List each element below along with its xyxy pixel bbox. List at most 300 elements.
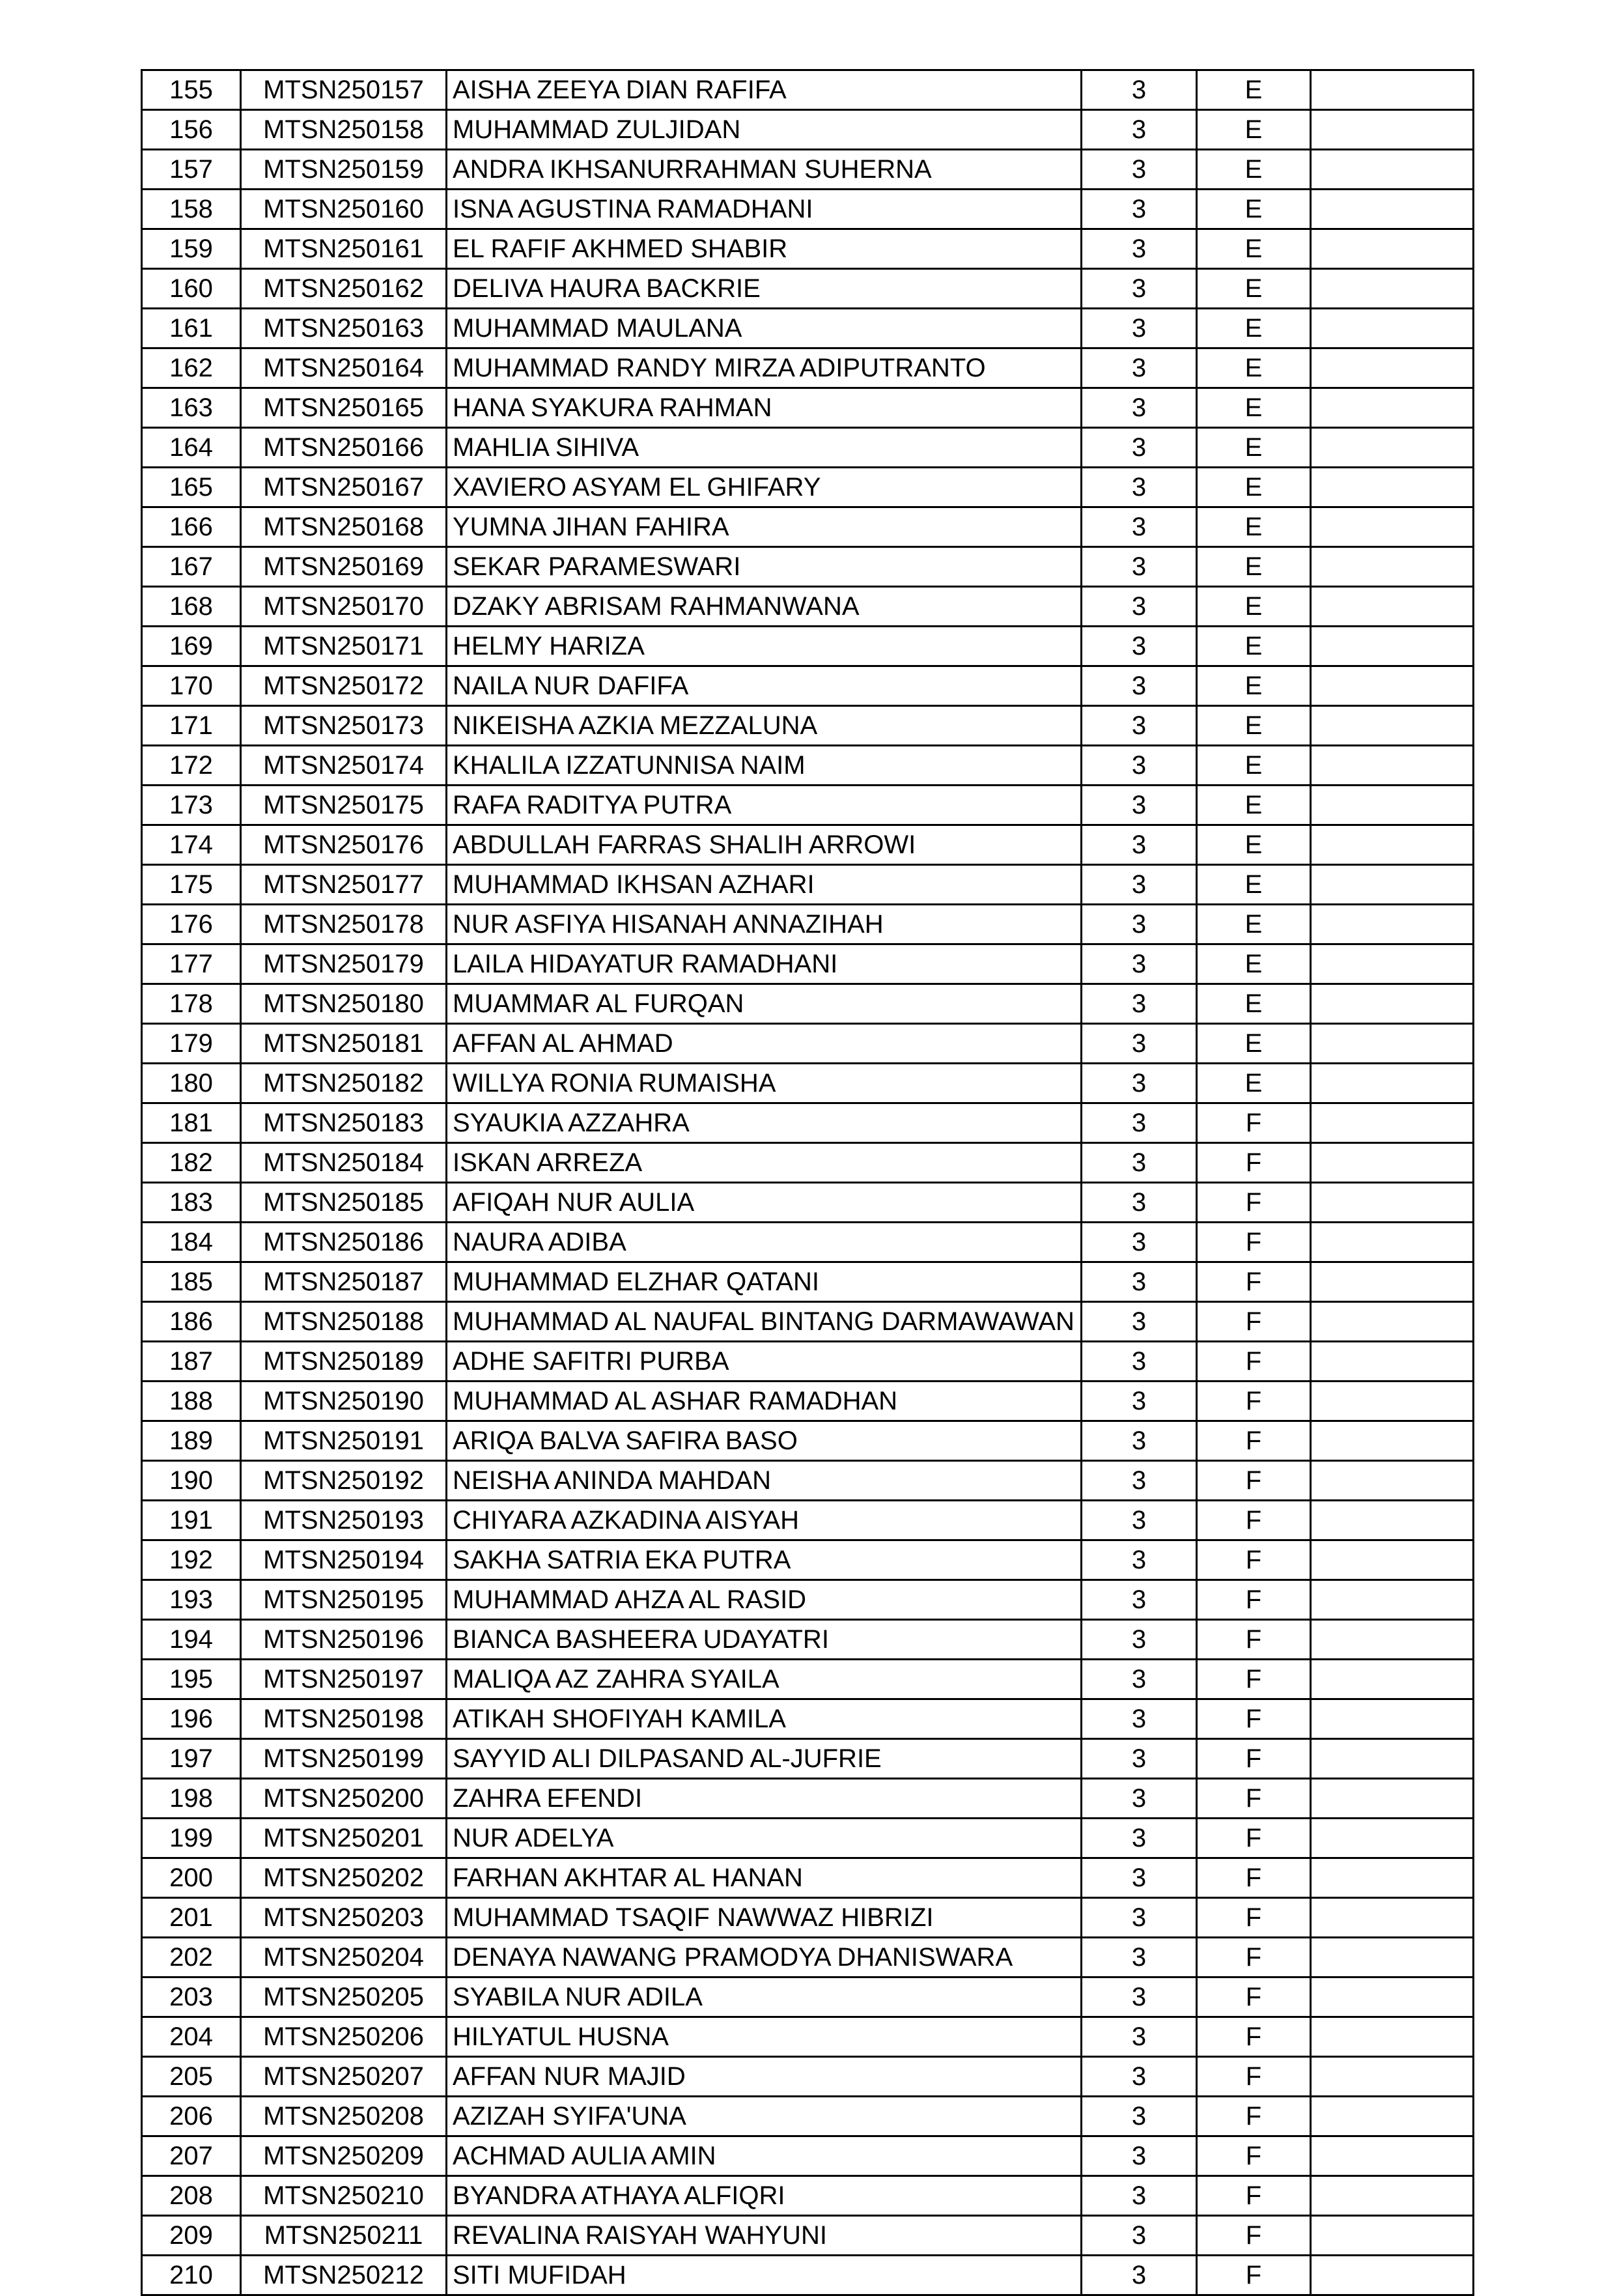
student-name-cell: HELMY HARIZA xyxy=(447,627,1082,666)
row-number-cell: 176 xyxy=(142,905,241,944)
notes-cell xyxy=(1311,825,1474,865)
table-row xyxy=(142,1143,1474,1183)
table-row xyxy=(142,110,1474,150)
student-id-cell: MTSN250184 xyxy=(241,1143,447,1183)
notes-cell xyxy=(1311,1620,1474,1660)
row-number-cell: 158 xyxy=(142,190,241,229)
grade-level-cell: 3 xyxy=(1082,627,1197,666)
grade-level-cell: 3 xyxy=(1082,1898,1197,1938)
class-cell: F xyxy=(1197,2136,1311,2176)
grade-level-cell: 3 xyxy=(1082,110,1197,150)
grade-level-cell: 3 xyxy=(1082,1143,1197,1183)
class-cell: E xyxy=(1197,110,1311,150)
student-name-cell: SITI MUFIDAH xyxy=(447,2256,1082,2295)
student-name-cell: AFIQAH NUR AULIA xyxy=(447,1183,1082,1223)
grade-level-cell: 3 xyxy=(1082,1580,1197,1620)
class-cell: F xyxy=(1197,2057,1311,2097)
notes-cell xyxy=(1311,865,1474,905)
class-cell: F xyxy=(1197,1858,1311,1898)
row-number-cell: 192 xyxy=(142,1540,241,1580)
student-id-cell: MTSN250182 xyxy=(241,1064,447,1103)
class-cell: E xyxy=(1197,348,1311,388)
class-cell: F xyxy=(1197,1660,1311,1699)
grade-level-cell: 3 xyxy=(1082,2256,1197,2295)
row-number-cell: 167 xyxy=(142,547,241,587)
table-row xyxy=(142,1819,1474,1858)
row-number-cell: 164 xyxy=(142,428,241,468)
student-name-cell: DELIVA HAURA BACKRIE xyxy=(447,269,1082,309)
student-id-cell: MTSN250183 xyxy=(241,1103,447,1143)
student-name-cell: MUHAMMAD ZULJIDAN xyxy=(447,110,1082,150)
grade-level-cell: 3 xyxy=(1082,190,1197,229)
student-name-cell: BYANDRA ATHAYA ALFIQRI xyxy=(447,2176,1082,2216)
class-cell: F xyxy=(1197,1461,1311,1501)
class-cell: E xyxy=(1197,666,1311,706)
table-row xyxy=(142,388,1474,428)
table-row xyxy=(142,309,1474,348)
row-number-cell: 162 xyxy=(142,348,241,388)
class-cell: F xyxy=(1197,1819,1311,1858)
student-id-cell: MTSN250160 xyxy=(241,190,447,229)
class-cell: F xyxy=(1197,1739,1311,1779)
row-number-cell: 156 xyxy=(142,110,241,150)
class-cell: E xyxy=(1197,627,1311,666)
grade-level-cell: 3 xyxy=(1082,1501,1197,1540)
student-name-cell: SYABILA NUR ADILA xyxy=(447,1977,1082,2017)
table-row xyxy=(142,865,1474,905)
grade-level-cell: 3 xyxy=(1082,2136,1197,2176)
class-cell: F xyxy=(1197,2216,1311,2256)
table-row xyxy=(142,984,1474,1024)
student-name-cell: AFFAN NUR MAJID xyxy=(447,2057,1082,2097)
student-name-cell: NAILA NUR DAFIFA xyxy=(447,666,1082,706)
class-cell: F xyxy=(1197,1302,1311,1342)
student-id-cell: MTSN250198 xyxy=(241,1699,447,1739)
student-name-cell: SYAUKIA AZZAHRA xyxy=(447,1103,1082,1143)
notes-cell xyxy=(1311,70,1474,110)
class-cell: E xyxy=(1197,984,1311,1024)
notes-cell xyxy=(1311,1421,1474,1461)
student-id-cell: MTSN250187 xyxy=(241,1262,447,1302)
student-name-cell: EL RAFIF AKHMED SHABIR xyxy=(447,229,1082,269)
table-row xyxy=(142,1064,1474,1103)
student-name-cell: MAHLIA SIHIVA xyxy=(447,428,1082,468)
student-id-cell: MTSN250175 xyxy=(241,786,447,825)
notes-cell xyxy=(1311,110,1474,150)
row-number-cell: 200 xyxy=(142,1858,241,1898)
notes-cell xyxy=(1311,1938,1474,1977)
grade-level-cell: 3 xyxy=(1082,1977,1197,2017)
student-table xyxy=(141,69,1474,2296)
notes-cell xyxy=(1311,229,1474,269)
student-name-cell: RAFA RADITYA PUTRA xyxy=(447,786,1082,825)
row-number-cell: 186 xyxy=(142,1302,241,1342)
row-number-cell: 205 xyxy=(142,2057,241,2097)
class-cell: E xyxy=(1197,1024,1311,1064)
table-row xyxy=(142,150,1474,190)
grade-level-cell: 3 xyxy=(1082,388,1197,428)
class-cell: E xyxy=(1197,150,1311,190)
class-cell: E xyxy=(1197,706,1311,746)
student-name-cell: NEISHA ANINDA MAHDAN xyxy=(447,1461,1082,1501)
notes-cell xyxy=(1311,2216,1474,2256)
notes-cell xyxy=(1311,1183,1474,1223)
row-number-cell: 163 xyxy=(142,388,241,428)
student-id-cell: MTSN250165 xyxy=(241,388,447,428)
student-name-cell: REVALINA RAISYAH WAHYUNI xyxy=(447,2216,1082,2256)
table-row xyxy=(142,2136,1474,2176)
grade-level-cell: 3 xyxy=(1082,1223,1197,1262)
class-cell: E xyxy=(1197,190,1311,229)
grade-level-cell: 3 xyxy=(1082,1660,1197,1699)
student-id-cell: MTSN250185 xyxy=(241,1183,447,1223)
class-cell: E xyxy=(1197,269,1311,309)
table-row xyxy=(142,2256,1474,2295)
notes-cell xyxy=(1311,587,1474,627)
grade-level-cell: 3 xyxy=(1082,2057,1197,2097)
grade-level-cell: 3 xyxy=(1082,468,1197,507)
table-row xyxy=(142,1938,1474,1977)
row-number-cell: 181 xyxy=(142,1103,241,1143)
student-id-cell: MTSN250203 xyxy=(241,1898,447,1938)
notes-cell xyxy=(1311,348,1474,388)
table-row xyxy=(142,706,1474,746)
student-id-cell: MTSN250181 xyxy=(241,1024,447,1064)
table-row xyxy=(142,348,1474,388)
row-number-cell: 187 xyxy=(142,1342,241,1382)
row-number-cell: 169 xyxy=(142,627,241,666)
row-number-cell: 207 xyxy=(142,2136,241,2176)
row-number-cell: 202 xyxy=(142,1938,241,1977)
row-number-cell: 185 xyxy=(142,1262,241,1302)
row-number-cell: 209 xyxy=(142,2216,241,2256)
class-cell: F xyxy=(1197,2017,1311,2057)
student-id-cell: MTSN250157 xyxy=(241,70,447,110)
student-id-cell: MTSN250164 xyxy=(241,348,447,388)
notes-cell xyxy=(1311,1898,1474,1938)
class-cell: F xyxy=(1197,1103,1311,1143)
grade-level-cell: 3 xyxy=(1082,786,1197,825)
student-id-cell: MTSN250174 xyxy=(241,746,447,786)
table-row xyxy=(142,1223,1474,1262)
class-cell: E xyxy=(1197,905,1311,944)
table-row xyxy=(142,944,1474,984)
grade-level-cell: 3 xyxy=(1082,1302,1197,1342)
class-cell: F xyxy=(1197,1143,1311,1183)
row-number-cell: 199 xyxy=(142,1819,241,1858)
row-number-cell: 159 xyxy=(142,229,241,269)
student-name-cell: MUAMMAR AL FURQAN xyxy=(447,984,1082,1024)
student-id-cell: MTSN250192 xyxy=(241,1461,447,1501)
notes-cell xyxy=(1311,1223,1474,1262)
student-id-cell: MTSN250176 xyxy=(241,825,447,865)
grade-level-cell: 3 xyxy=(1082,905,1197,944)
student-name-cell: YUMNA JIHAN FAHIRA xyxy=(447,507,1082,547)
notes-cell xyxy=(1311,1143,1474,1183)
row-number-cell: 160 xyxy=(142,269,241,309)
grade-level-cell: 3 xyxy=(1082,2176,1197,2216)
notes-cell xyxy=(1311,269,1474,309)
student-id-cell: MTSN250178 xyxy=(241,905,447,944)
class-cell: F xyxy=(1197,1223,1311,1262)
student-id-cell: MTSN250163 xyxy=(241,309,447,348)
student-id-cell: MTSN250207 xyxy=(241,2057,447,2097)
notes-cell xyxy=(1311,2136,1474,2176)
row-number-cell: 201 xyxy=(142,1898,241,1938)
grade-level-cell: 3 xyxy=(1082,348,1197,388)
table-row xyxy=(142,1660,1474,1699)
student-name-cell: AFFAN AL AHMAD xyxy=(447,1024,1082,1064)
student-name-cell: NUR ASFIYA HISANAH ANNAZIHAH xyxy=(447,905,1082,944)
student-id-cell: MTSN250158 xyxy=(241,110,447,150)
notes-cell xyxy=(1311,1382,1474,1421)
student-id-cell: MTSN250196 xyxy=(241,1620,447,1660)
grade-level-cell: 3 xyxy=(1082,70,1197,110)
grade-level-cell: 3 xyxy=(1082,1540,1197,1580)
grade-level-cell: 3 xyxy=(1082,150,1197,190)
row-number-cell: 178 xyxy=(142,984,241,1024)
table-row xyxy=(142,1620,1474,1660)
student-id-cell: MTSN250179 xyxy=(241,944,447,984)
notes-cell xyxy=(1311,1342,1474,1382)
student-name-cell: LAILA HIDAYATUR RAMADHANI xyxy=(447,944,1082,984)
table-row xyxy=(142,1540,1474,1580)
row-number-cell: 193 xyxy=(142,1580,241,1620)
class-cell: E xyxy=(1197,507,1311,547)
grade-level-cell: 3 xyxy=(1082,1620,1197,1660)
class-cell: E xyxy=(1197,468,1311,507)
table-row xyxy=(142,190,1474,229)
student-name-cell: WILLYA RONIA RUMAISHA xyxy=(447,1064,1082,1103)
row-number-cell: 168 xyxy=(142,587,241,627)
student-name-cell: ZAHRA EFENDI xyxy=(447,1779,1082,1819)
class-cell: F xyxy=(1197,1699,1311,1739)
notes-cell xyxy=(1311,2017,1474,2057)
student-name-cell: CHIYARA AZKADINA AISYAH xyxy=(447,1501,1082,1540)
table-row xyxy=(142,2017,1474,2057)
row-number-cell: 171 xyxy=(142,706,241,746)
student-id-cell: MTSN250199 xyxy=(241,1739,447,1779)
row-number-cell: 157 xyxy=(142,150,241,190)
table-row xyxy=(142,2057,1474,2097)
class-cell: F xyxy=(1197,1262,1311,1302)
class-cell: E xyxy=(1197,428,1311,468)
student-id-cell: MTSN250169 xyxy=(241,547,447,587)
grade-level-cell: 3 xyxy=(1082,1064,1197,1103)
student-name-cell: SAYYID ALI DILPASAND AL-JUFRIE xyxy=(447,1739,1082,1779)
student-id-cell: MTSN250210 xyxy=(241,2176,447,2216)
table-row xyxy=(142,1779,1474,1819)
table-row xyxy=(142,1699,1474,1739)
grade-level-cell: 3 xyxy=(1082,746,1197,786)
table-row xyxy=(142,428,1474,468)
grade-level-cell: 3 xyxy=(1082,507,1197,547)
student-name-cell: AISHA ZEEYA DIAN RAFIFA xyxy=(447,70,1082,110)
class-cell: F xyxy=(1197,1977,1311,2017)
row-number-cell: 197 xyxy=(142,1739,241,1779)
student-id-cell: MTSN250212 xyxy=(241,2256,447,2295)
table-row xyxy=(142,1024,1474,1064)
student-id-cell: MTSN250170 xyxy=(241,587,447,627)
row-number-cell: 177 xyxy=(142,944,241,984)
notes-cell xyxy=(1311,1819,1474,1858)
student-name-cell: FARHAN AKHTAR AL HANAN xyxy=(447,1858,1082,1898)
notes-cell xyxy=(1311,428,1474,468)
notes-cell xyxy=(1311,2057,1474,2097)
student-id-cell: MTSN250167 xyxy=(241,468,447,507)
table-row xyxy=(142,666,1474,706)
class-cell: E xyxy=(1197,309,1311,348)
student-name-cell: DZAKY ABRISAM RAHMANWANA xyxy=(447,587,1082,627)
notes-cell xyxy=(1311,1501,1474,1540)
student-id-cell: MTSN250161 xyxy=(241,229,447,269)
row-number-cell: 195 xyxy=(142,1660,241,1699)
grade-level-cell: 3 xyxy=(1082,1461,1197,1501)
class-cell: E xyxy=(1197,865,1311,905)
student-name-cell: NAURA ADIBA xyxy=(447,1223,1082,1262)
table-row xyxy=(142,905,1474,944)
row-number-cell: 179 xyxy=(142,1024,241,1064)
row-number-cell: 155 xyxy=(142,70,241,110)
table-row xyxy=(142,2216,1474,2256)
table-row xyxy=(142,1421,1474,1461)
table-row xyxy=(142,1501,1474,1540)
student-name-cell: ANDRA IKHSANURRAHMAN SUHERNA xyxy=(447,150,1082,190)
class-cell: F xyxy=(1197,1421,1311,1461)
student-table-body xyxy=(142,70,1474,2295)
notes-cell xyxy=(1311,1580,1474,1620)
table-row xyxy=(142,70,1474,110)
table-row xyxy=(142,1739,1474,1779)
class-cell: F xyxy=(1197,1342,1311,1382)
student-name-cell: SEKAR PARAMESWARI xyxy=(447,547,1082,587)
student-id-cell: MTSN250177 xyxy=(241,865,447,905)
student-id-cell: MTSN250209 xyxy=(241,2136,447,2176)
table-row xyxy=(142,507,1474,547)
student-name-cell: AZIZAH SYIFA'UNA xyxy=(447,2097,1082,2136)
class-cell: F xyxy=(1197,1382,1311,1421)
row-number-cell: 173 xyxy=(142,786,241,825)
student-name-cell: MUHAMMAD AL ASHAR RAMADHAN xyxy=(447,1382,1082,1421)
table-row xyxy=(142,627,1474,666)
notes-cell xyxy=(1311,1739,1474,1779)
student-name-cell: ISKAN ARREZA xyxy=(447,1143,1082,1183)
student-id-cell: MTSN250205 xyxy=(241,1977,447,2017)
notes-cell xyxy=(1311,388,1474,428)
notes-cell xyxy=(1311,666,1474,706)
grade-level-cell: 3 xyxy=(1082,2216,1197,2256)
student-name-cell: MUHAMMAD MAULANA xyxy=(447,309,1082,348)
student-name-cell: ISNA AGUSTINA RAMADHANI xyxy=(447,190,1082,229)
student-id-cell: MTSN250189 xyxy=(241,1342,447,1382)
notes-cell xyxy=(1311,786,1474,825)
student-name-cell: MUHAMMAD AL NAUFAL BINTANG DARMAWAWAN xyxy=(447,1302,1082,1342)
row-number-cell: 190 xyxy=(142,1461,241,1501)
notes-cell xyxy=(1311,1262,1474,1302)
notes-cell xyxy=(1311,1103,1474,1143)
grade-level-cell: 3 xyxy=(1082,428,1197,468)
student-name-cell: ACHMAD AULIA AMIN xyxy=(447,2136,1082,2176)
student-id-cell: MTSN250191 xyxy=(241,1421,447,1461)
grade-level-cell: 3 xyxy=(1082,666,1197,706)
table-row xyxy=(142,1342,1474,1382)
student-name-cell: MUHAMMAD AHZA AL RASID xyxy=(447,1580,1082,1620)
grade-level-cell: 3 xyxy=(1082,2097,1197,2136)
class-cell: F xyxy=(1197,2256,1311,2295)
grade-level-cell: 3 xyxy=(1082,2017,1197,2057)
notes-cell xyxy=(1311,984,1474,1024)
grade-level-cell: 3 xyxy=(1082,865,1197,905)
grade-level-cell: 3 xyxy=(1082,1858,1197,1898)
grade-level-cell: 3 xyxy=(1082,706,1197,746)
grade-level-cell: 3 xyxy=(1082,1103,1197,1143)
row-number-cell: 161 xyxy=(142,309,241,348)
class-cell: F xyxy=(1197,1620,1311,1660)
grade-level-cell: 3 xyxy=(1082,1382,1197,1421)
class-cell: E xyxy=(1197,1064,1311,1103)
student-id-cell: MTSN250201 xyxy=(241,1819,447,1858)
table-row xyxy=(142,825,1474,865)
student-id-cell: MTSN250168 xyxy=(241,507,447,547)
class-cell: F xyxy=(1197,1938,1311,1977)
class-cell: E xyxy=(1197,388,1311,428)
row-number-cell: 196 xyxy=(142,1699,241,1739)
student-id-cell: MTSN250202 xyxy=(241,1858,447,1898)
student-id-cell: MTSN250171 xyxy=(241,627,447,666)
grade-level-cell: 3 xyxy=(1082,1938,1197,1977)
notes-cell xyxy=(1311,1302,1474,1342)
student-name-cell: MALIQA AZ ZAHRA SYAILA xyxy=(447,1660,1082,1699)
student-id-cell: MTSN250186 xyxy=(241,1223,447,1262)
table-row xyxy=(142,1858,1474,1898)
row-number-cell: 183 xyxy=(142,1183,241,1223)
class-cell: F xyxy=(1197,2176,1311,2216)
grade-level-cell: 3 xyxy=(1082,547,1197,587)
notes-cell xyxy=(1311,1699,1474,1739)
notes-cell xyxy=(1311,1024,1474,1064)
notes-cell xyxy=(1311,1858,1474,1898)
row-number-cell: 165 xyxy=(142,468,241,507)
grade-level-cell: 3 xyxy=(1082,984,1197,1024)
table-row xyxy=(142,746,1474,786)
class-cell: F xyxy=(1197,1580,1311,1620)
student-id-cell: MTSN250194 xyxy=(241,1540,447,1580)
student-id-cell: MTSN250190 xyxy=(241,1382,447,1421)
table-row xyxy=(142,1103,1474,1143)
student-name-cell: MUHAMMAD ELZHAR QATANI xyxy=(447,1262,1082,1302)
table-row xyxy=(142,2176,1474,2216)
grade-level-cell: 3 xyxy=(1082,587,1197,627)
student-name-cell: BIANCA BASHEERA UDAYATRI xyxy=(447,1620,1082,1660)
grade-level-cell: 3 xyxy=(1082,229,1197,269)
row-number-cell: 182 xyxy=(142,1143,241,1183)
row-number-cell: 174 xyxy=(142,825,241,865)
notes-cell xyxy=(1311,1660,1474,1699)
notes-cell xyxy=(1311,944,1474,984)
row-number-cell: 172 xyxy=(142,746,241,786)
grade-level-cell: 3 xyxy=(1082,1262,1197,1302)
grade-level-cell: 3 xyxy=(1082,1779,1197,1819)
class-cell: F xyxy=(1197,1183,1311,1223)
table-row xyxy=(142,547,1474,587)
grade-level-cell: 3 xyxy=(1082,1342,1197,1382)
class-cell: F xyxy=(1197,1540,1311,1580)
student-id-cell: MTSN250200 xyxy=(241,1779,447,1819)
student-name-cell: DENAYA NAWANG PRAMODYA DHANISWARA xyxy=(447,1938,1082,1977)
student-id-cell: MTSN250166 xyxy=(241,428,447,468)
student-name-cell: NIKEISHA AZKIA MEZZALUNA xyxy=(447,706,1082,746)
student-name-cell: ADHE SAFITRI PURBA xyxy=(447,1342,1082,1382)
